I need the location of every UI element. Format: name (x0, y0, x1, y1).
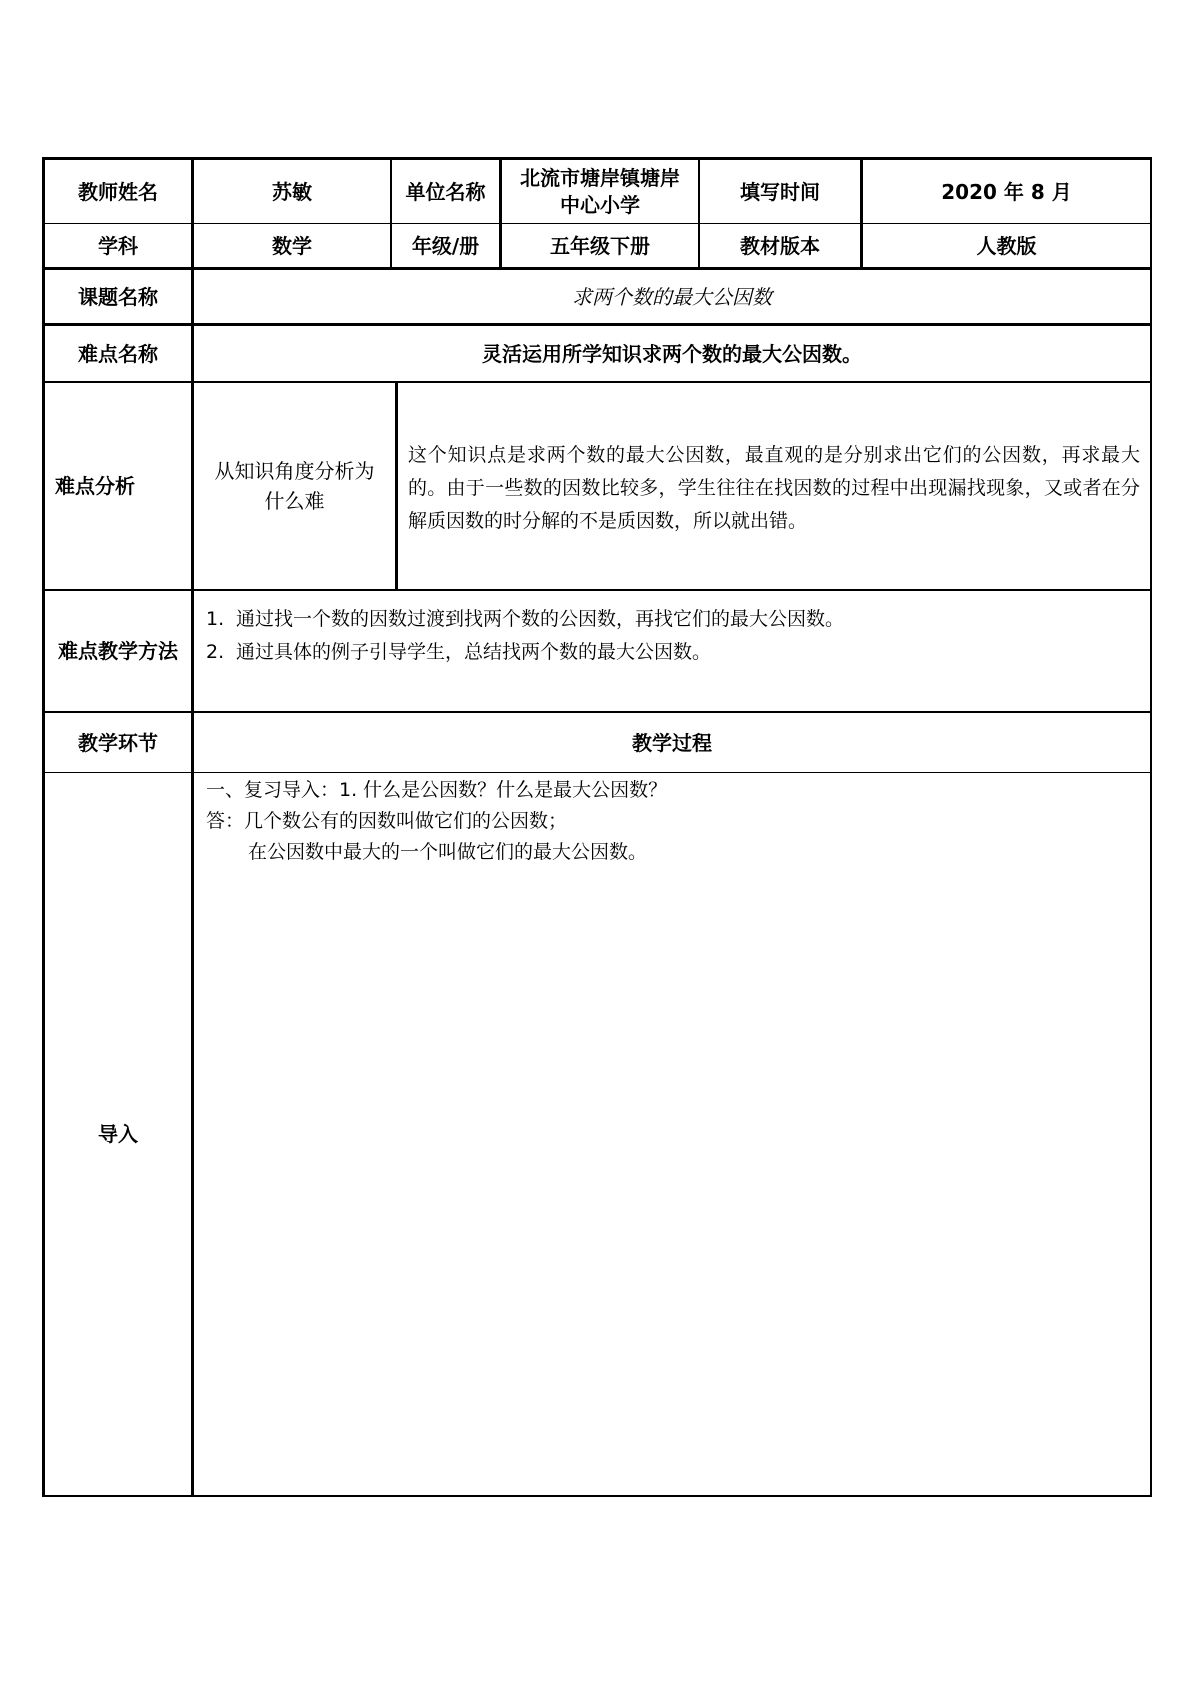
analysis-label: 难点分析 (55, 474, 135, 498)
subject-label: 学科 (98, 233, 138, 258)
grade-label: 年级/册 (411, 233, 480, 258)
unit-name-line1: 北流市塘岸镇塘岸 (520, 165, 680, 190)
table-column-rule (395, 381, 398, 591)
methods-label: 难点教学方法 (58, 639, 178, 663)
subject-value: 数学 (272, 233, 312, 258)
analysis-sub-label-line1: 从知识角度分析为 (214, 459, 375, 483)
teacher-name-label: 教师姓名 (78, 179, 158, 204)
analysis-sub-label (194, 383, 395, 589)
list-item-number: 2. (206, 641, 225, 663)
difficulty-value: 灵活运用所学知识求两个数的最大公因数。 (482, 341, 862, 366)
topic-label: 课题名称 (78, 284, 158, 309)
intro-line1: 一、复习导入：1. 什么是公因数？什么是最大公因数？ (206, 779, 668, 801)
list-item-text: 通过找一个数的因数过渡到找两个数的公因数，再找它们的最大公因数。 (236, 608, 845, 630)
unit-name-value (502, 160, 698, 223)
list-item (206, 603, 1146, 636)
fill-time-value: 2020 年 8 月 (941, 179, 1072, 204)
topic-value: 求两个数的最大公因数 (572, 284, 772, 309)
process-label: 教学过程 (632, 730, 712, 755)
list-item (206, 636, 1146, 669)
difficulty-label: 难点名称 (78, 341, 158, 366)
edition-value: 人教版 (976, 233, 1037, 258)
teacher-name-value: 苏敏 (272, 179, 312, 204)
table-rule (42, 589, 1152, 591)
table-border-bottom (42, 1495, 1152, 1497)
unit-name-line2: 中心小学 (560, 192, 640, 217)
table-rule (42, 772, 1152, 773)
intro-line3: 在公因数中最大的一个叫做它们的最大公因数。 (248, 841, 648, 863)
unit-name-label: 单位名称 (405, 179, 486, 204)
table-border-right (1150, 157, 1152, 1497)
edition-label: 教材版本 (740, 233, 820, 258)
fill-time-label: 填写时间 (740, 179, 820, 204)
list-item-number: 1. (206, 608, 225, 630)
analysis-sub-label-line2: 什么难 (264, 489, 325, 513)
methods-list (206, 603, 1146, 669)
list-item-text: 通过具体的例子引导学生，总结找两个数的最大公因数。 (236, 641, 712, 663)
grade-value: 五年级下册 (550, 233, 650, 258)
analysis-text: 这个知识点是求两个数的最大公因数，最直观的是分别求出它们的公因数，再求最大的。由于一些数的因数比较多，学生往往在找因数的过程中出现漏找现象，又或者在分解质因数的时分解的不是质因数，所以就出错。 (408, 444, 1140, 532)
intro-line2: 答：几个数公有的因数叫做它们的公因数； (206, 810, 568, 832)
stage-label: 教学环节 (78, 730, 158, 755)
intro-label: 导入 (98, 1122, 138, 1146)
